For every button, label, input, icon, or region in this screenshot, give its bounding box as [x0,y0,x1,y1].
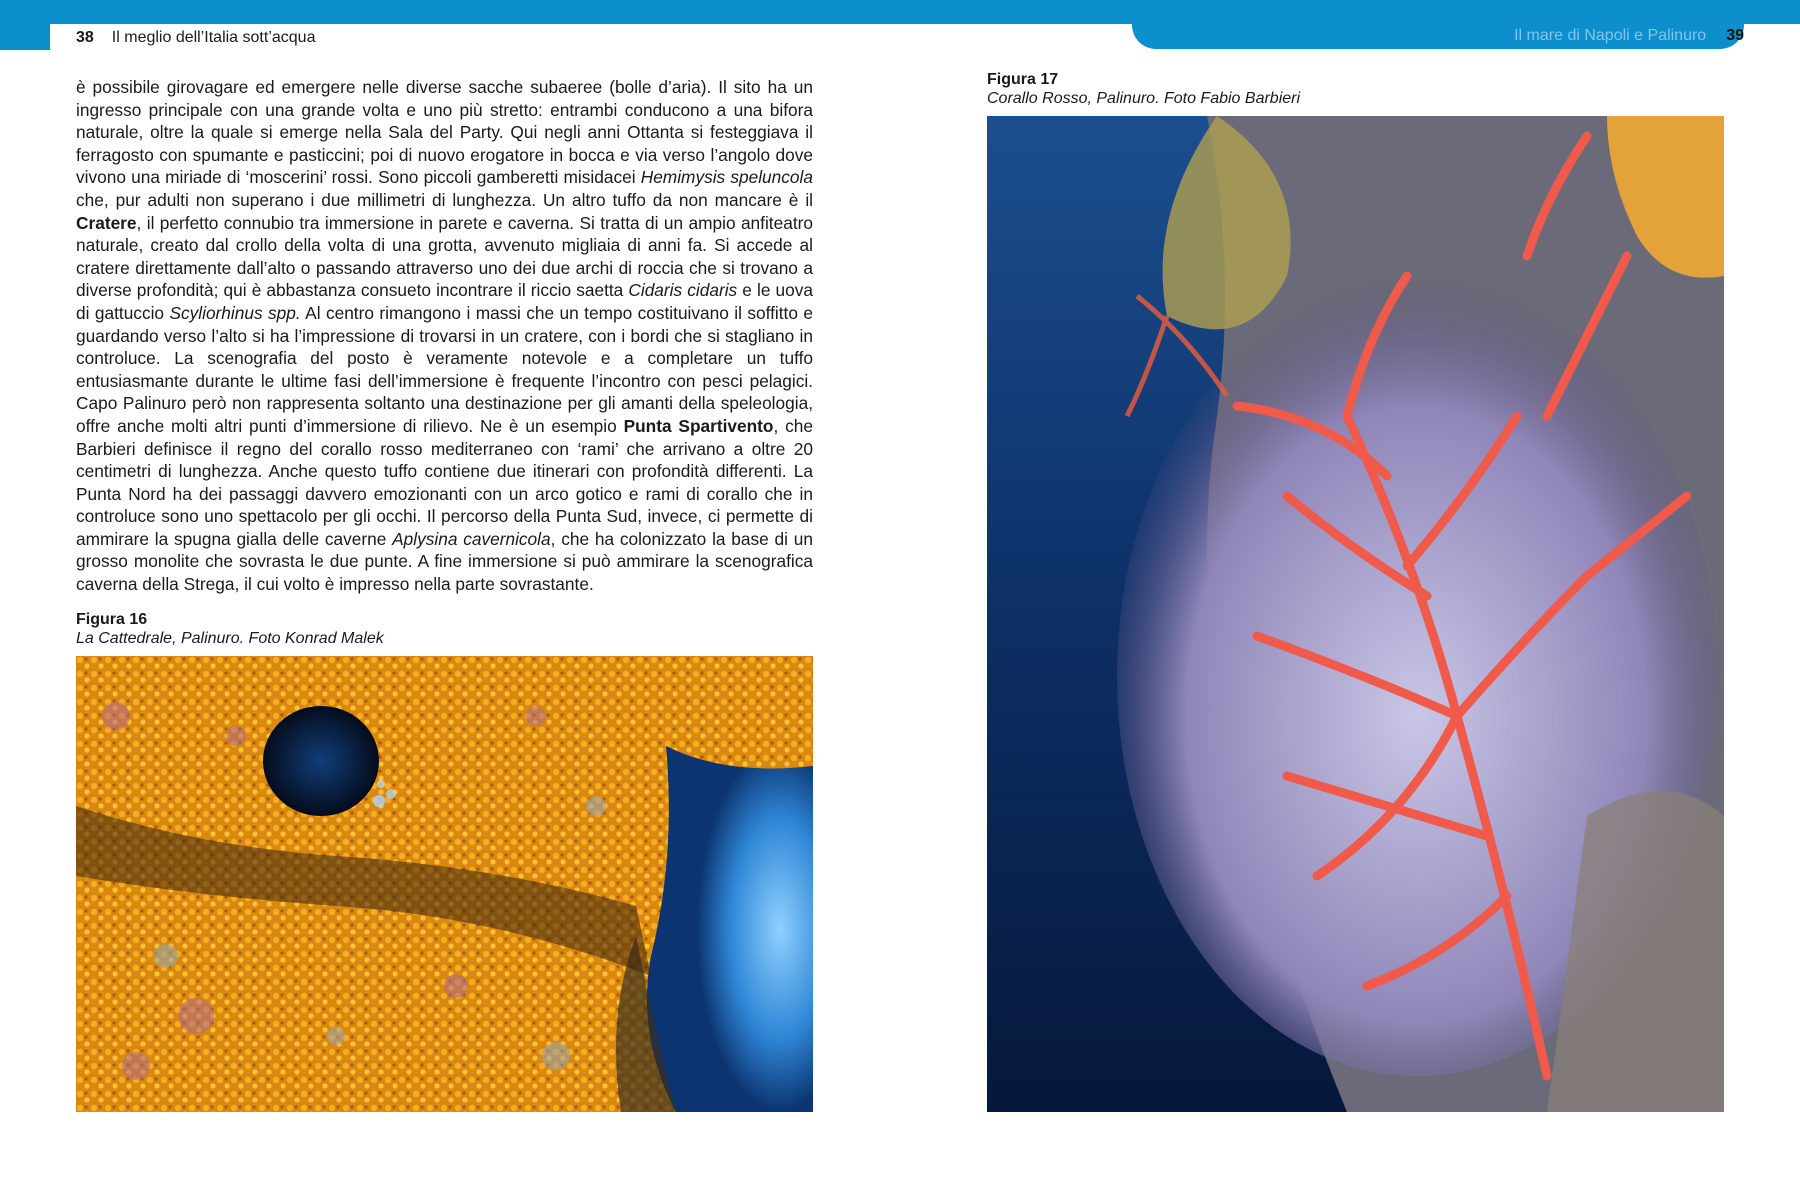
bold-site-name: Punta Spartivento [623,415,774,436]
text-run: che, pur adulti non superano i due millimetri di lunghezza. Un altro tuffo da non mancare è il [76,189,813,210]
text-run: è possibile girovagare ed emergere nelle diverse sacche subaeree (bolle d’aria). Il sito ha un ingresso principale con una grande volta e uno più stretto: entrambi conducono a una bifora naturale, oltre la quale si emerge nella Sala del Party. Qui negli anni Ottanta si festeggiava il ferragosto con spumante e pasticcini; poi di nuovo erogatore in bocca e via verso l’angolo dove vivono una miriade di ‘moscerini’ rossi. Sono piccoli gamberetti misidacei [76,77,813,188]
figure-16-photo [76,656,813,1112]
body-paragraph [76,76,813,596]
italic-species: Cidaris cidaris [628,280,738,301]
text-run: , che ha colonizzato la base di un grosso monolite che sovrasta le due punte. A fine immersione si può ammirare la scenografica caverna della Strega, il cui volto è impresso nella parte sovrastante. [76,528,813,595]
header-bar [0,0,1800,24]
figure-17-text: Corallo Rosso, Palinuro. Foto Fabio Barbieri [987,90,1301,107]
figure-17-label: Figura 17 [987,71,1059,88]
figure-17-caption [987,70,1300,108]
italic-species: Hemimysis speluncola [640,167,813,188]
left-page-header [76,28,315,48]
text-run: , il perfetto connubio tra immersione in parete e caverna. Si tratta di un ampio anfiteatro naturale, creato dal crollo della volta di una grotta, avvenuto migliaia di anni fa. Si accede al cratere direttamente dall’alto o passando attraverso uno dei due archi di roccia che si trovano a diverse profondità; qui è abbastanza consueto incontrare il riccio saetta [76,212,813,301]
italic-species: Aplysina cavernicola [392,528,551,549]
figure-16-label: Figura 16 [76,611,148,628]
figure-16-text: La Cattedrale, Palinuro. Foto Konrad Malek [76,630,384,647]
body-text [76,76,813,596]
italic-species: Scyliorhinus spp. [169,302,301,323]
header-bar-corner [0,24,50,50]
left-page-title: Il meglio dell’Italia sott’acqua [111,29,316,46]
text-run: Al centro rimangono i massi che un tempo costituivano il soffitto e guardando verso l’alto si ha l’impressione di trovarsi in un cratere, con i bordi che si stagliano in controluce. La scenografia del posto è veramente notevole e a completare un tuffo entusiasmante durante le ultime fasi dell’immersione è frequente l’incontro con pesci pelagici. Capo Palinuro però non rappresenta soltanto una destinazione per gli amanti della speleologia, offre anche molti altri punti d’immersione di rilievo. Ne è un esempio [76,302,813,436]
right-page-header [1514,26,1744,46]
left-page-number: 38 [76,29,94,46]
figure-16-caption [76,610,384,648]
text-run: e le uova di gattuccio [76,280,813,323]
right-page-number: 39 [1726,27,1744,44]
bold-site-name: Cratere [76,212,137,233]
figure-17-photo [987,116,1724,1112]
text-run: , che Barbieri definisce il regno del corallo rosso mediterraneo con ‘rami’ che arrivano a oltre 20 centimetri di lunghezza. Anche questo tuffo contiene due itinerari con profondità differenti. La Punta Nord ha dei passaggi davvero emozionanti con un arco gotico e rami di corallo che in controluce sono uno spettacolo per gli occhi. Il percorso della Punta Sud, invece, ci permette di ammirare la spugna gialla delle caverne [76,415,813,549]
right-page-title: Il mare di Napoli e Palinuro [1514,27,1707,44]
